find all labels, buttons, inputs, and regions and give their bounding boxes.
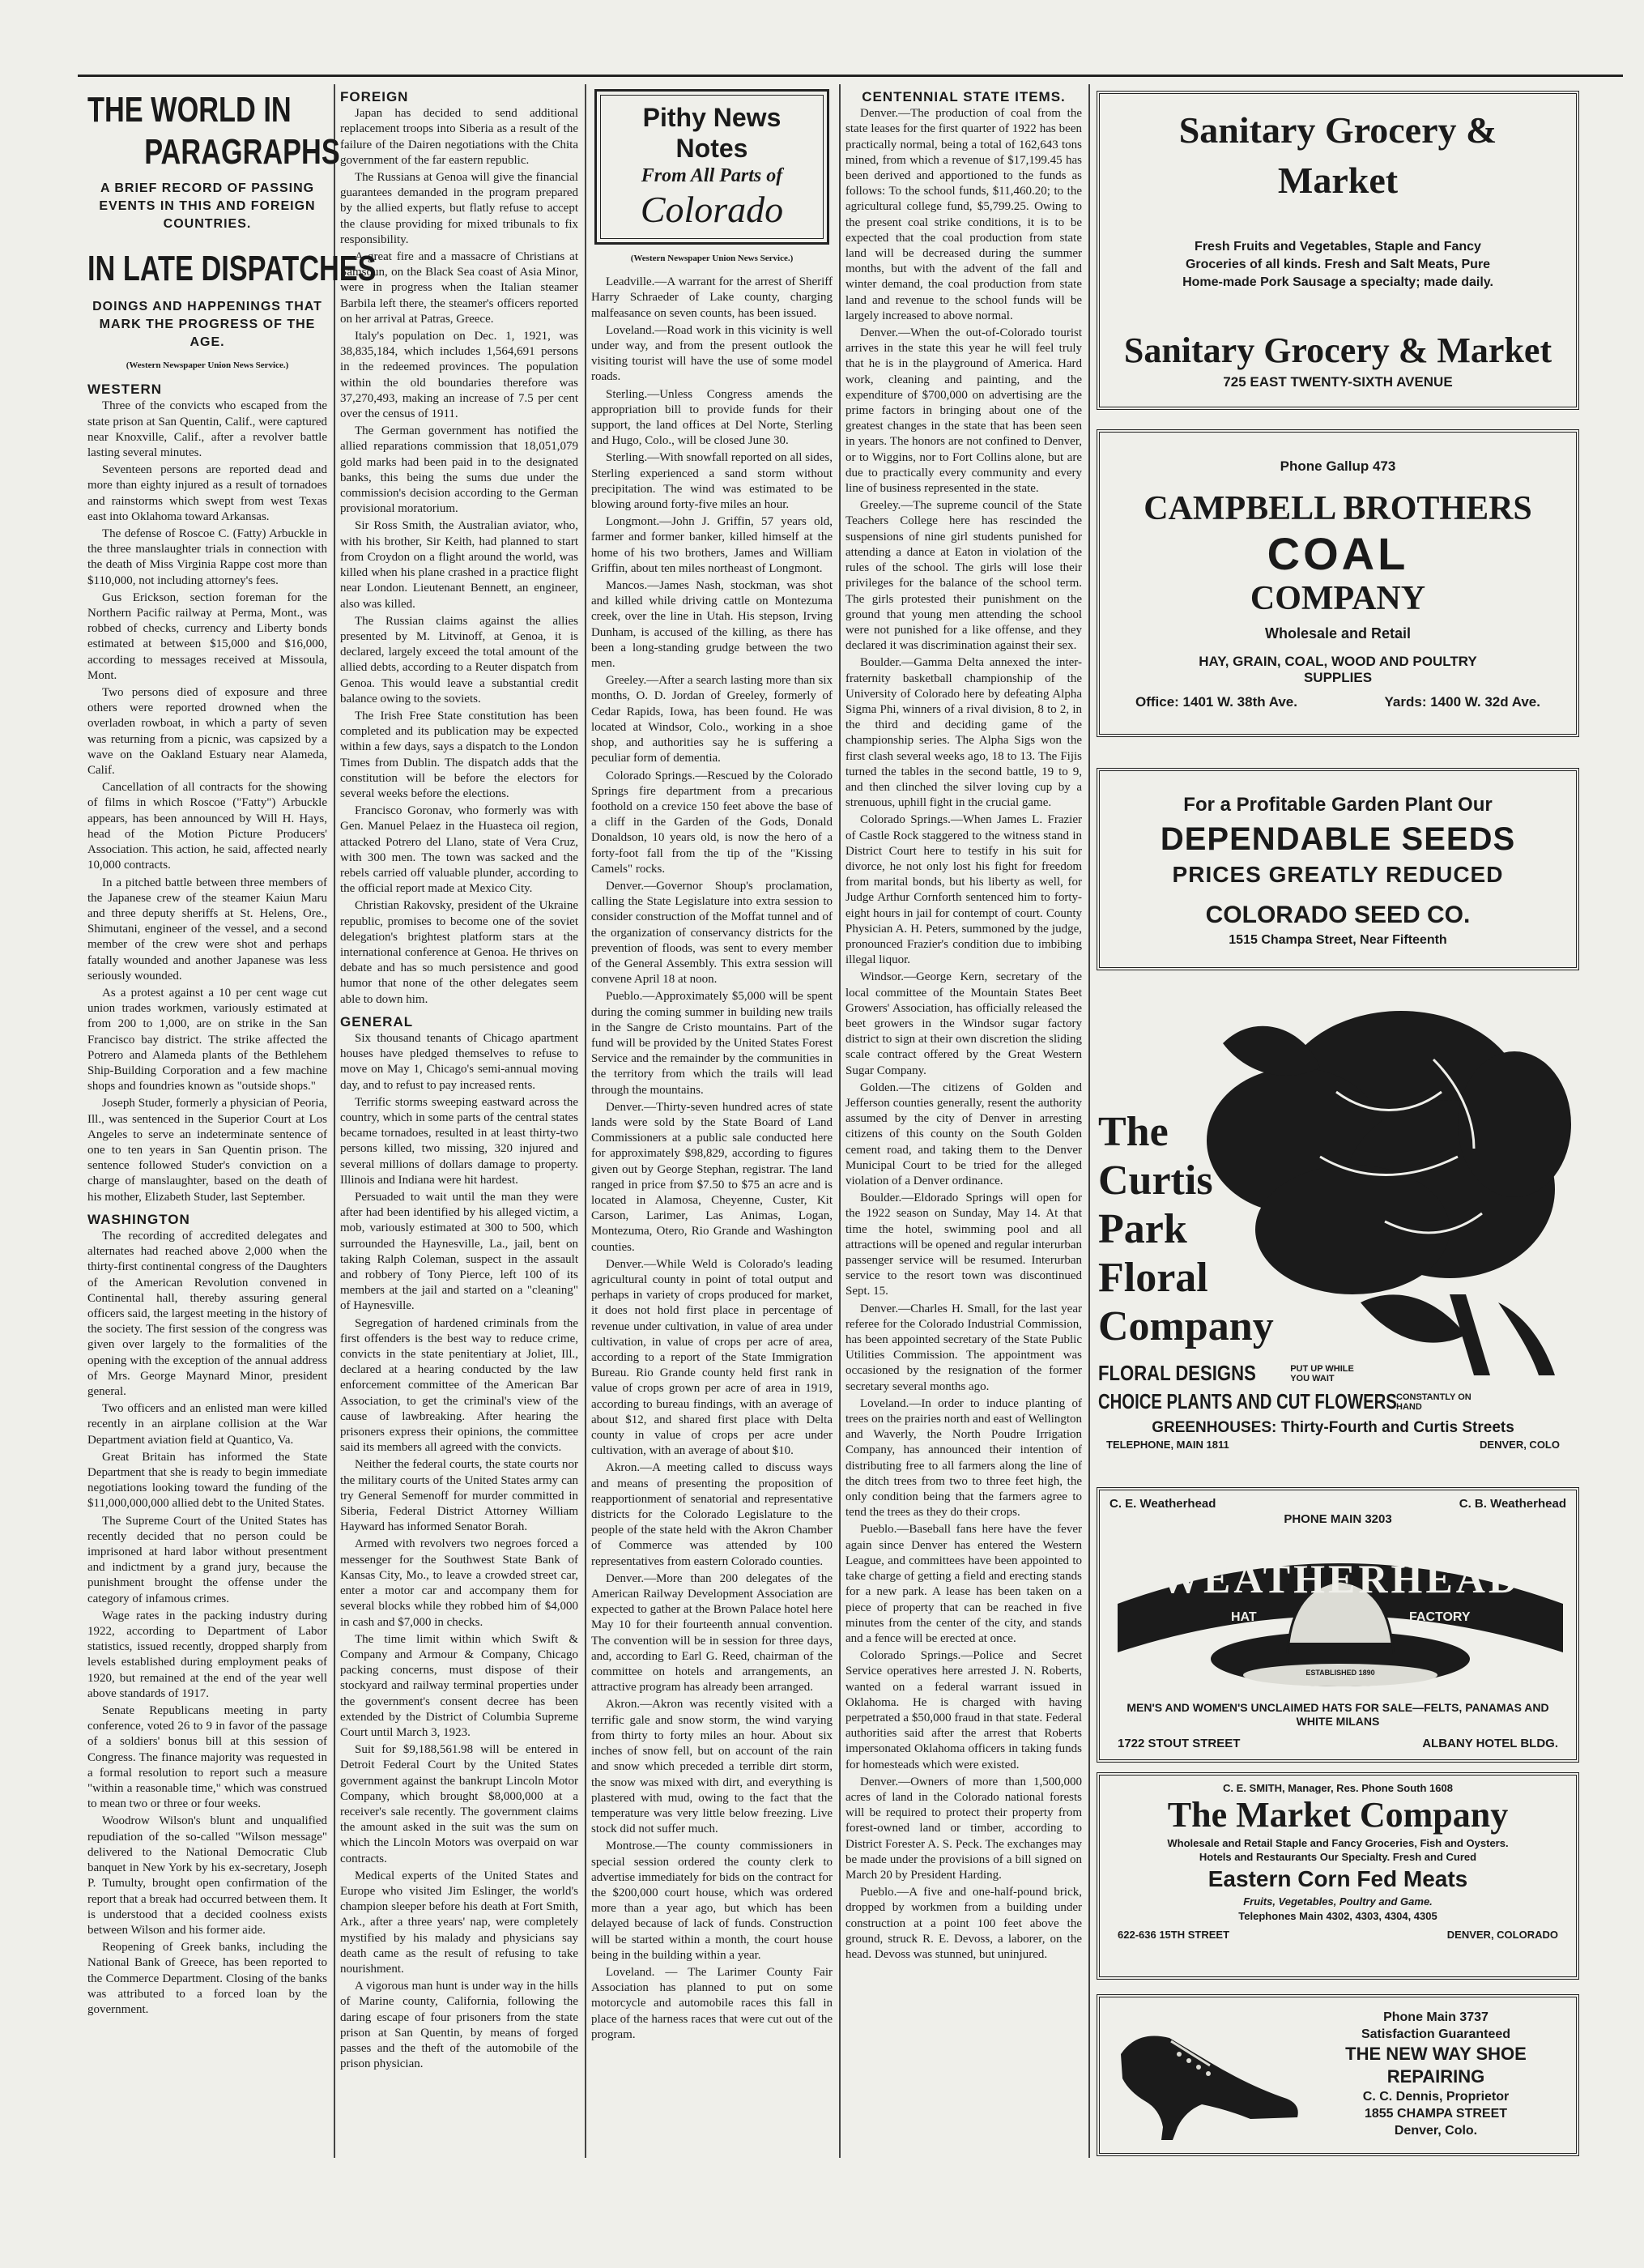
ad-market-addr-right: DENVER, COLORADO	[1446, 1929, 1558, 1941]
ad-floral-city: DENVER, COLO	[1480, 1439, 1560, 1451]
pithy-items	[591, 275, 833, 2043]
ad-sanitary-address: 725 EAST TWENTY-SIXTH AVENUE	[1223, 374, 1453, 390]
ad-market-line4: Telephones Main 4302, 4303, 4304, 4305	[1238, 1910, 1437, 1922]
column-rule	[839, 84, 841, 2158]
news-paragraph: Pueblo.—Approximately $5,000 will be spent during the coming summer in building new trails in the Sangre de Cristo mountains. Part of the fund will be provided by the United States Forest Service and the remainder by the communities in the territory from which the trails will lead through the mountains.	[591, 990, 833, 1097]
news-paragraph: The Irish Free State constitution has been completed and its publication may be expected within a few days, says a dispatch to the London Times from Dublin. The dispatch adds that the constitution will be before the electors for several weeks before the elections.	[340, 709, 578, 800]
western-items	[87, 399, 327, 1204]
ad-weatherhead-right: C. B. Weatherhead	[1459, 1497, 1566, 1511]
column-foreign-general	[340, 89, 578, 2074]
hat-banner	[1109, 1531, 1566, 1698]
general-items	[340, 1031, 578, 2072]
news-paragraph: The recording of accredited delegates and alternates had reached above 2,000 when the thirty-first continental congress of the Daughters of the American Revolution convened in Continental hall, thereby assuring general officers said, the largest meeting in the history of the society. The first session of the congress was given over largely to the formalities of the opening with the exception of the annual address of Mrs. George Maynard Minor, president general.	[87, 1229, 327, 1398]
column-centennial-state	[845, 89, 1082, 1964]
news-paragraph: Pueblo.—Baseball fans here have the fever again since Denver has entered the Western League, and committees have been appointed to take charge of getting a field and erecting stands for a new park. A lease has been taken on a piece of property that can be reached in five minutes from the center of the city, and stands and a fence will be erected at once.	[845, 1523, 1082, 1645]
news-paragraph: Suit for $9,188,561.98 will be entered in Detroit Federal Court by the United States government against the bankrupt Lincoln Motor Company, which brought $8,000,000 at a receiver's sale recently. The government claims the amount asked in the suit was the sum on which the Lincoln Motors was overpaid on war contracts.	[340, 1743, 578, 1865]
ad-curtis-park-floral	[1093, 995, 1582, 1473]
headline-late-subtitle: DOINGS AND HAPPENINGS THAT MARK THE PROGRESS OF THE AGE.	[92, 300, 322, 349]
ad-weatherhead-hat: HAT	[1231, 1610, 1257, 1624]
news-paragraph: Italy's population on Dec. 1, 1921, was 38,835,184, which includes 1,564,691 persons in the redeemed provinces. The population within the old boundaries therefore was 37,270,493, making an increase of 7.5 per cent over the census of 1911.	[340, 330, 578, 421]
ad-seeds-line4: COLORADO SEED CO.	[1205, 902, 1471, 928]
ad-seeds-line2: DEPENDABLE SEEDS	[1160, 821, 1516, 857]
ad-floral-greenhouses: GREENHOUSES: Thirty-Fourth and Curtis Streets	[1152, 1419, 1514, 1436]
news-paragraph: Greeley.—The supreme council of the State Teachers College here has rescinded the suspensions of nine girl students punished for attending a dance at Eaton in violation of the rules of the school. The girls will lose their privileges for the balance of the school term. The girls protested their punishment on the ground that young men attending the school were not punished for a like offense, and they declared it was discrimination against their sex.	[845, 499, 1082, 653]
ad-campbell-yards: Yards: 1400 W. 32d Ave.	[1384, 694, 1540, 710]
headline-paragraphs: PARAGRAPHS	[144, 132, 340, 172]
ad-weatherhead-phone: PHONE MAIN 3203	[1284, 1512, 1392, 1526]
news-paragraph: Colorado Springs.—Police and Secret Service operatives here arrested J. N. Roberts, wanted on a federal warrant issued in Oklahoma. He is charged with having perpetrated a $50,000 fraud in that state. Federal authorities said after the arrest that Roberts impersonated Oklahoma officers in taking funds for homesteads which were existed.	[845, 1649, 1082, 1771]
news-paragraph: Denver.—Owners of more than 1,500,000 acres of land in the Colorado national forests will be required to protect their property from forest-owned land or timber, according to District Forester A. S. Peck. The exchanges may be made under the provisions of a bill signed on March 20 by President Harding.	[845, 1775, 1082, 1882]
column-rule	[334, 84, 335, 2158]
centennial-items	[845, 106, 1082, 1963]
ad-shoe-owner: C. C. Dennis, Proprietor	[1362, 2090, 1510, 2104]
news-credit: (Western Newspaper Union News Service.)	[630, 254, 794, 263]
news-paragraph: Golden.—The citizens of Golden and Jefferson counties generally, resent the authority assumed by the city of Denver in arresting citizens of this county on the South Golden cement road, and taking them to the Denver Municipal Court to be tried for the alleged violation of a Denver ordinance.	[845, 1081, 1082, 1188]
column-rule	[1088, 84, 1090, 2158]
news-paragraph: Denver.—More than 200 delegates of the American Railway Development Association are expected to gather at the Brown Palace hotel here May 10 for their fourteenth annual convention. The convention will be in session for three days, and, according to Earl G. Reed, chairman of the committee on hotels and arrangements, an attractive program has already been arranged.	[591, 1571, 833, 1695]
ad-weatherhead-hats	[1097, 1487, 1579, 1763]
news-paragraph: Loveland. — The Larimer County Fair Association has planned to put on some motorcycle and automobile races this fall in place of the harness races that were cut out of the program.	[591, 1965, 833, 2041]
news-paragraph: The defense of Roscoe C. (Fatty) Arbuckle in the three manslaughter trials in connection with the death of Miss Virginia Rappe cost more than $110,000, not including attorney's fees.	[87, 527, 327, 587]
news-paragraph: Seventeen persons are reported dead and more than eighty injured as a result of tornadoes and rainstorms which swept from west Texas east into Oklahoma toward Arkansas.	[87, 463, 327, 523]
news-paragraph: Persuaded to wait until the man they were after had been identified by his alleged victim, a mob, variously estimated at 300 to 500, which surrounded the Haynesville, La., jail, bent on taking Ralph Coleman, suspect in the assault and robbery of Tony Pierce, left 100 of its members at the jail and started on a "cleaning" of Haynesville.	[340, 1191, 578, 1313]
news-paragraph: Six thousand tenants of Chicago apartment houses have pledged themselves to refuse to move on May 1, Chicago's semi-annual moving day, and to refust to pay increased rents.	[340, 1031, 578, 1092]
news-paragraph: In a pitched battle between three members of the Japanese crew of the steamer Kaiun Maru and three deputy sheriffs at St. Helens, Ore., Shimutani, engineer of the vessel, and a second member of the crew were shot and perhaps fatally wounded and another Japanese was less seriously wounded.	[87, 876, 327, 983]
news-paragraph: Boulder.—Eldorado Springs will open for the 1922 season on Sunday, May 14. At that time the hotel, swimming pool and all attractions will be opened and regular interurban passenger service will be resumed. Interurban service to the resort town was discontinued Sept. 15.	[845, 1192, 1082, 1298]
section-foreign: FOREIGN	[340, 89, 409, 104]
ad-sanitary-grocery	[1097, 91, 1579, 410]
news-paragraph: Two persons died of exposure and three others were reported drowned when the overladen rowboat, in which a party of seven was returning from a picnic, was capsized by a wave on the Oakland Estuary near Alameda, Calif.	[87, 686, 327, 778]
ad-seeds-line5: 1515 Champa Street, Near Fifteenth	[1229, 933, 1447, 947]
ad-seeds-line1: For a Profitable Garden Plant Our	[1183, 794, 1493, 816]
foreign-items	[340, 106, 578, 1008]
news-paragraph: Denver.—When the out-of-Colorado tourist arrives in the state this year he will feel truly that he is in the playground of America. Hard work, cleaning and painting, and the expenditure of $700,000 on advertising are the prime factors in bringing about one of the greatest changes in the state that has been seen in years. The honors are not confined to Denver, or to Wiggins, nor to Fort Collins alone, but are due to practically every community and every line of business represented in the state.	[845, 326, 1082, 496]
news-paragraph: Segregation of hardened criminals from the first offenders is the best way to reduce crime, convicts in the state penitentiary at Joliet, Ill., declared at a hearing conducted by the law enforcement committee of the American Bar Association, to get the criminal's view of the cause of lawbreaking. After hearing the prisoners express their opinions, the committee said its members all agreed with the convicts.	[340, 1316, 578, 1455]
ad-market-line1: Wholesale and Retail Staple and Fancy Groceries, Fish and Oysters.	[1167, 1837, 1509, 1849]
ad-floral-l5: Company	[1098, 1303, 1274, 1349]
news-paragraph: Sterling.—Unless Congress amends the appropriation bill to provide funds for their support, the land offices at Del Norte, Sterling and Hugo, Colo., will be closed June 30.	[591, 387, 833, 448]
column-world-in-paragraphs	[87, 89, 377, 2019]
section-general: GENERAL	[340, 1013, 414, 1030]
news-paragraph: Woodrow Wilson's blunt and unqualified repudiation of the so-called "Wilson message" delivered to the National Democratic Club banquet in New York by his ex-secretary, Joseph P. Tumulty, brought open confirmation of the report that a break had occurred between them. It is understood that a decided coolness exists between Wilson and his former aide.	[87, 1814, 327, 1937]
news-paragraph: The German government has notified the allied reparations commission that 18,051,079 gold marks had been paid in to the designated banks, this being the sums due under the commission's decision according to the German provisional moratorium.	[340, 424, 578, 516]
ad-shoe-city: Denver, Colo.	[1394, 2124, 1478, 2138]
ad-floral-l4: Floral	[1098, 1255, 1208, 1301]
news-paragraph: Denver.—Governor Shoup's proclamation, calling the State Legislature into extra session to consider construction of the Moffat tunnel and of the organization of conservancy districts for the prevention of floods, was sent to every member of the General Assembly. This extra session will convene April 18 at noon.	[591, 879, 833, 987]
ad-sanitary-name-2: Sanitary Grocery & Market	[1123, 330, 1552, 370]
ad-weatherhead-banner: WEATHERHEAD	[1160, 1556, 1521, 1601]
news-paragraph: Mancos.—James Nash, stockman, was shot and killed while driving cattle on Montezuma creek, over the line in Utah. His stepson, Irving Dunham, is accused of the killing, as there has been a long-standing grudge between the two men.	[591, 579, 833, 671]
news-paragraph: Boulder.—Gamma Delta annexed the inter-fraternity basketball championship of the University of Colorado here by defeating Alpha Sigma Phi, winners of a rival division, 8 to 2, in the third and deciding game of the championship series. The Alpha Sigs won the first clash several weeks ago, 18 to 13. The Fijis turned the tables in the second battle, 19 to 9, and then clinched the silver loving cup by a strenuous, uphill fight in the crucial game.	[845, 656, 1082, 810]
news-paragraph: Two officers and an enlisted man were killed recently in an airplane collision at the War Department aviation field at Quantico, Va.	[87, 1402, 327, 1447]
section-washington: WASHINGTON	[87, 1211, 190, 1227]
ad-weatherhead-factory: FACTORY	[1409, 1610, 1471, 1624]
ad-floral-designs-side: PUT UP WHILE YOU WAIT	[1290, 1363, 1354, 1383]
ad-new-way-shoe	[1097, 1994, 1579, 2156]
ad-colorado-seed	[1097, 768, 1579, 970]
news-paragraph: The time limit within which Swift & Company and Armour & Company, Chicago packing concerns, must dispose of their stockyard and railway terminal properties under the government's consent decree has been extended by the District of Columbia Supreme Court until March 3, 1923.	[340, 1632, 578, 1739]
ad-market-meats: Eastern Corn Fed Meats	[1207, 1866, 1468, 1891]
news-paragraph: A vigorous man hunt is under way in the hills of Marine county, California, following the daring escape of four prisoners from the state prison at San Quentin, by means of forged passes and the theft of the automobile of the prison physician.	[340, 1980, 578, 2071]
ad-floral-l1: The	[1098, 1109, 1169, 1155]
news-paragraph: Neither the federal courts, the state courts nor the military courts of the United States army can try General Semenoff for murder committed in Siberia, Federal District Attorney William Hayward has informed Senator Borah.	[340, 1458, 578, 1534]
news-paragraph: Denver.—Thirty-seven hundred acres of state lands were sold by the State Board of Land Commissioners at a public sale conducted here for approximately $98,829, according to figures given out by George Stephan, registrar. The land ranged in price from $7.50 to $75 an acre and is located in Alamosa, Cheyenne, Custer, Kit Carson, Larimer, Las Animas, Logan, Montezuma, Otero, Rio Grande and Washington counties.	[591, 1100, 833, 1254]
news-paragraph: Francisco Goronav, who formerly was with Gen. Manuel Pelaez in the Huasteca oil region, attacked Potrero del Llano, state of Vera Cruz, with 300 men. The town was sacked and the rebels carried off valuable plunder, according to the official report made at Mexico City.	[340, 804, 578, 896]
news-paragraph: A great fire and a massacre of Christians at Samsoun, on the Black Sea coast of Asia Minor, were in progress when the Italian steamer Barbila left there, the steamer's officers reported on her arrival at Patras, Greece.	[340, 250, 578, 326]
ad-weatherhead-established: ESTABLISHED 1890	[1305, 1669, 1375, 1677]
section-centennial: CENTENNIAL STATE ITEMS.	[862, 89, 1066, 104]
news-paragraph: Sir Ross Smith, the Australian aviator, who, with his brother, Sir Keith, had planned to start from Croydon on a flight around the world, was killed when his plane crashed in a practice flight near London. Lieutenant Bennett, an engineer, also was killed.	[340, 519, 578, 611]
ad-market-addr-left: 622-636 15TH STREET	[1118, 1929, 1230, 1941]
ad-campbell-office: Office: 1401 W. 38th Ave.	[1135, 694, 1297, 710]
column-rule	[585, 84, 586, 2158]
news-paragraph: Colorado Springs.—When James L. Frazier of Castle Rock staggered to the witness stand in District Court here to testify in his suit for divorce, he not only lost his fight for freedom from marital bonds, but his liberty as well, for Judge Arthur Cornforth sentenced him to forty-eight hours in jail for contempt of court. County Physician A. H. Peters, summoned by the judge, pronounced Frazier's condition due to imbibing illegal liquor.	[845, 813, 1082, 967]
ad-campbell-line3: COMPANY	[1250, 580, 1426, 617]
headline-late-dispatches: IN LATE DISPATCHES	[87, 249, 377, 288]
ad-campbell-line4: Wholesale and Retail	[1264, 625, 1412, 642]
news-paragraph: Japan has decided to send additional replacement troops into Siberia as a result of the failure of the Dairen negotiations with the Chita government of the far eastern republic.	[340, 107, 578, 167]
ad-floral-plants-side: CONSTANTLY ON HAND	[1396, 1392, 1472, 1412]
ad-campbell-phone: Phone Gallup 473	[1280, 458, 1396, 474]
news-paragraph: Christian Rakovsky, president of the Ukraine republic, promises to become one of the soviet delegation's brightest platform stars at the international conference at Genoa. He thrives on debate and has so much persistence and good humor that none of the other delegates seem able to down him.	[340, 899, 578, 1006]
top-rule	[78, 75, 1623, 77]
news-paragraph: Sterling.—With snowfall reported on all sides, Sterling experienced a sand storm without precipitation. The wind was estimated to be blowing around forty-five miles an hour.	[591, 451, 833, 512]
pithy-state: Colorado	[640, 189, 784, 230]
ad-weatherhead-addr-right: ALBANY HOTEL BLDG.	[1422, 1737, 1558, 1750]
news-paragraph: Armed with revolvers two negroes forced a messenger for the Southwest State Bank of Kansas City, Mo., to leave a crowded street car, enter a motor car and accompany them for several blocks while they robbed him of $4,000 in cash and $7,000 in checks.	[340, 1537, 578, 1629]
news-paragraph: Medical experts of the United States and Europe who visited Jim Eslinger, the world's champion sleeper before his death at Fort Smith, Ark., after a three years' nap, were completely mystified by his malady and physicians say death came as the result of refusing to take nourishment.	[340, 1869, 578, 1976]
ad-campbell-line5: HAY, GRAIN, COAL, WOOD AND POULTRY SUPPLIES	[1199, 654, 1477, 685]
headline-subtitle: A BRIEF RECORD OF PASSING EVENTS IN THIS AND FOREIGN COUNTRIES.	[99, 181, 316, 231]
ad-floral-plants: CHOICE PLANTS AND CUT FLOWERS	[1098, 1389, 1397, 1413]
news-paragraph: Senate Republicans meeting in party conference, voted 26 to 9 in favor of the passage of a soldiers' bonus bill at this session of Congress. The finance majority was requested in a formal resolution to report such a measure "within a reasonable time," which was construed to mean two or three or four weeks.	[87, 1704, 327, 1811]
news-paragraph: Denver.—Charles H. Small, for the last year referee for the Colorado Industrial Commission, has been appointed secretary of the State Public Utilities Commission. The appointment was occasioned by the resignation of the former secretary several months ago.	[845, 1302, 1082, 1393]
ad-weatherhead-line1: MEN'S AND WOMEN'S UNCLAIMED HATS FOR SALE—FELTS, PANAMAS AND WHITE MILANS	[1127, 1701, 1549, 1728]
ad-shoe-satisfaction: Satisfaction Guaranteed	[1361, 2027, 1511, 2041]
washington-items	[87, 1229, 327, 2018]
news-paragraph: Montrose.—The county commissioners in special session ordered the county clerk to advertise immediately for bids on the contract for the $200,000 court house, which was ordered more than a year ago, but which has been delayed because of lack of funds. Construction will be started within a month, the court house being in the building within a year.	[591, 1840, 833, 1962]
news-paragraph: Longmont.—John J. Griffin, 57 years old, farmer and former banker, killed himself at the home of his two brothers, James and William Griffin, about ten miles northeast of Longmont.	[591, 515, 833, 575]
ad-market-line2: Hotels and Restaurants Our Specialty. Fresh and Cured	[1199, 1851, 1477, 1863]
news-credit: (Western Newspaper Union News Service.)	[126, 360, 289, 370]
news-paragraph: Three of the convicts who escaped from the state prison at San Quentin, Calif., were captured near Knoxville, Calif., after a revolver battle lasting several minutes.	[87, 399, 327, 460]
ad-campbell-coal	[1097, 429, 1579, 737]
news-paragraph: Cancellation of all contracts for the showing of films in which Roscoe ("Fatty") Arbuckle appears, has been announced by Will H. Hays, head of the Motion Picture Producers' Association. This action, he said, affected nearly 10,000 contracts.	[87, 781, 327, 872]
news-paragraph: Akron.—Akron was recently visited with a terrific gale and snow storm, the wind varying from thirty to forty miles an hour. About six inches of snow fell, but on account of the rain and snow which preceded a terrible dirt storm, the snow was mixed with dirt, and everything is plastered with mud, owing to the fact that the temperature was very little below freezing. Live stock did not suffer much.	[591, 1698, 833, 1836]
news-paragraph: The Russians at Genoa will give the financial guarantees demanded in the program prepared by the allied experts, but flatly refuse to accept the clause providing for mixed tribunals to fix responsibility.	[340, 171, 578, 246]
ad-sanitary-name: Sanitary Grocery & Market	[1178, 109, 1497, 201]
news-paragraph: The Russian claims against the allies presented by M. Litvinoff, at Genoa, it is declared, largely exceed the total amount of the allied debts, according to a Reuter dispatch from Genoa. This would leave a substantial credit balance owing to the soviets.	[340, 614, 578, 706]
ad-weatherhead-left: C. E. Weatherhead	[1109, 1497, 1216, 1511]
news-paragraph: Greeley.—After a search lasting more than six months, O. D. Jordan of Greeley, formerly of Cedar Rapids, Iowa, has been found. He was located at Windsor, Colo., working in a shoe shop, and authorities say he is suffering a peculiar form of dementia.	[591, 674, 833, 765]
ad-shoe-phone: Phone Main 3737	[1383, 2010, 1489, 2024]
ad-campbell-line1: CAMPBELL BROTHERS	[1144, 490, 1532, 527]
ad-seeds-line3: PRICES GREATLY REDUCED	[1172, 862, 1504, 887]
news-paragraph: Denver.—The production of coal from the state leases for the first quarter of 1922 has been practically normal, being a total of 162,643 tons mined, from which a revenue of $17,199.45 has been derived and apportioned to the funds as follows: To the school funds, $11,460.20; to the agricultural college fund, $5,799.25. Owing to the present coal strike conditions, it is to be expected that the coal production from state land will be decreased during the summer months, but with the advent of the fall and winter demand, the coal production from state land and revenue to the school funds will be largely increased to above normal.	[845, 107, 1082, 322]
shoe-icon	[1113, 2014, 1307, 2143]
news-paragraph: The Supreme Court of the United States has recently decided that no person could be imprisoned at hard labor without presentment and indictment by a grand jury, because the punishment brought the offense under the category of infamous crimes.	[87, 1514, 327, 1605]
ad-floral-telephone: TELEPHONE, MAIN 1811	[1106, 1439, 1229, 1451]
news-paragraph: Great Britain has informed the State Department that she is ready to begin immediate negotiations looking toward the funding of the $11,000,000,000 allied debt to the United States.	[87, 1450, 327, 1511]
news-paragraph: Leadville.—A warrant for the arrest of Sheriff Harry Schraeder of Lake county, charging malfeasance on seven counts, has been issued.	[591, 275, 833, 320]
pithy-news-box	[594, 89, 829, 245]
ad-sanitary-body: Fresh Fruits and Vegetables, Staple and Fancy Groceries of all kinds. Fresh and Salt Meats, Pure Home-made Pork Sausage a specialty; made daily.	[1182, 240, 1493, 289]
ad-shoe-name1: THE NEW WAY SHOE	[1345, 2044, 1527, 2064]
ad-shoe-name2: REPAIRING	[1386, 2066, 1485, 2087]
ad-floral-l2: Curtis	[1098, 1157, 1213, 1204]
news-paragraph: Terrific storms sweeping eastward across the country, which in some parts of the central states became tornadoes, resulted in at least thirty-two persons killed, two missing, 320 injured and several millions of dollars damage to property. Illinois and Indiana were hit hardest.	[340, 1095, 578, 1187]
ad-market-line3: Fruits, Vegetables, Poultry and Game.	[1243, 1895, 1433, 1908]
headline-world: THE WORLD IN	[87, 90, 292, 130]
news-paragraph: Pueblo.—A five and one-half-pound brick, dropped by workmen from a building under construction at a point 100 feet above the ground, struck R. E. Devoss, a laborer, on the head. Devoss was stunned, but uninjured.	[845, 1886, 1082, 1961]
news-paragraph: Joseph Studer, formerly a physician of Peoria, Ill., was sentenced in the Superior Court at Los Angeles to serve an indeterminate sentence of one to ten years in San Quentin prison. The sentence followed Studer's conviction on a charge of manslaughter, based on the death of his mother, Elizabeth Studer, last September.	[87, 1097, 327, 1204]
news-paragraph: Windsor.—George Kern, secretary of the local committee of the Mountain States Beet Growers' Association, has officially released the beet growers in the Windsor sugar factory district to sign at their own discretion the sliding scale contract offered by the Great Western Sugar Company.	[845, 970, 1082, 1077]
news-paragraph: Loveland.—Road work in this vicinity is well under way, and from the present outlook the visiting tourist will have the use of some model roads.	[591, 323, 833, 384]
section-western: WESTERN	[87, 382, 162, 398]
news-paragraph: Reopening of Greek banks, including the National Bank of Greece, has been reported to the Commerce Department. Closing of the banks was attributed to a forced loan by the government.	[87, 1941, 327, 2016]
ad-floral-l3: Park	[1098, 1206, 1187, 1252]
news-paragraph: Wage rates in the packing industry during 1922, according to Department of Labor statistics, issued recently, dropped sharply from levels established during employment peaks of 1920, but remained at the end of the year well above standards of 1917.	[87, 1609, 327, 1700]
news-paragraph: Colorado Springs.—Rescued by the Colorado Springs fire department from a precarious foothold on a crevice 150 feet above the base of a cliff in the Garden of the Gods, Donald Donaldson, 10 years old, is now the hero of a forty-foot fall from the tip of the "Kissing Camels" rocks.	[591, 769, 833, 876]
ad-market-company	[1097, 1772, 1579, 1980]
ad-campbell-line2: COAL	[1267, 528, 1409, 579]
news-paragraph: Denver.—While Weld is Colorado's leading agricultural county in point of total output and perhaps in variety of crops produced for market, it does not hold first place in percentage of revenue under cultivation, in value of area under cultivation, in value of crops per acre of area, according to a report of the State Immigration Bureau. Rio Grande county held first rank in value of crops grown per acre of area in 1919, according to bureau findings, with an average of about $12, and shared first place with Delta county in value of crops per acre under cultivation, with an average of about $10.	[591, 1257, 833, 1458]
news-paragraph: As a protest against a 10 per cent wage cut union trades workmen, variously estimated at from 200 to 1,000, are on strike in the San Francisco bay district. The strike affected the Potrero and Alameda plants of the Bethlehem Ship-Building Corporation and a few machine shops and foundries known as "outside shops."	[87, 986, 327, 1094]
column-pithy-news	[591, 89, 833, 2044]
ad-floral-designs: FLORAL DESIGNS	[1098, 1361, 1256, 1385]
news-paragraph: Akron.—A meeting called to discuss ways and means of presenting the proposition of reapportionment of senatorial and representative districts for the Colorado Legislature to the people of the state held with the Akron Chamber of Commerce was attended by 100 representatives from eastern Colorado counties.	[591, 1461, 833, 1568]
news-paragraph: Gus Erickson, section foreman for the Northern Pacific railway at Perma, Mont., was robbed of checks, currency and Liberty bonds estimated at between $15,000 and $16,000, according to messages received at Missoula, Mont.	[87, 590, 327, 682]
news-paragraph: Loveland.—In order to induce planting of trees on the prairies north and east of Wellington and Waverly, the North Poudre Irrigation Company, has announced their intention of distributing free to all farmers along the line of the ditch trees from two to three feet high, the only condition being that the farmers agree to tend the trees as they do their crops.	[845, 1396, 1082, 1520]
ad-weatherhead-addr-left: 1722 STOUT STREET	[1118, 1737, 1241, 1750]
pithy-title: Pithy News Notes	[642, 103, 782, 163]
pithy-subtitle: From All Parts of	[641, 165, 783, 186]
ad-market-manager: C. E. SMITH, Manager, Res. Phone South 1608	[1223, 1782, 1453, 1794]
ad-shoe-address: 1855 CHAMPA STREET	[1364, 2107, 1508, 2121]
ad-market-name: The Market Company	[1167, 1795, 1509, 1835]
